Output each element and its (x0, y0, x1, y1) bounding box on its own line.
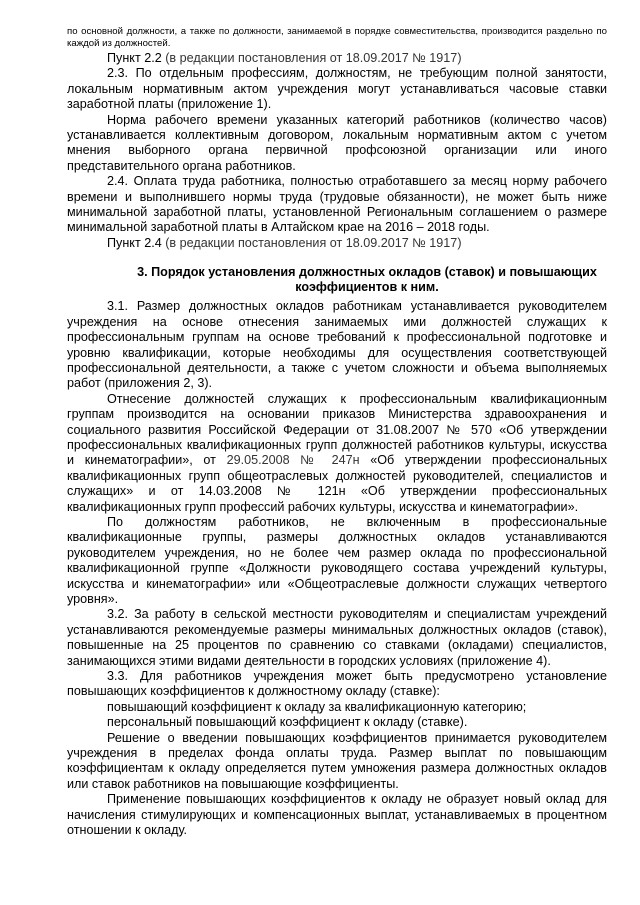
text-paragraph: 2.4. Оплата труда работника, полностью отработавшего за месяц норму рабочего времени и выполнившего нормы труда (трудовые обязанности), не может быть ниже минимальной заработной платы, установленной Региональным соглашением о размере минимальной заработной платы в Алтайском крае на 2016 – 2018 годы. (67, 174, 607, 235)
list-item: персональный повышающий коэффициент к окладу (ставке). (107, 715, 468, 730)
note-prefix: Пункт 2.2 (107, 51, 166, 65)
text-paragraph: Норма рабочего времени указанных категорий работников (количество часов) устанавливается коллективным договором, локальным нормативным актом с учетом мнения выборного органа первичной профсоюзной организации или иного представительного органа работников. (67, 112, 607, 173)
note-prefix: Пункт 2.4 (107, 235, 166, 250)
section-heading: 3. Порядок установления должностных окладов (ставок) и повышающих коэффициентов к ним. (137, 265, 597, 295)
order-link[interactable]: 29.05.2008 № 247н (226, 453, 360, 468)
text-paragraph: 2.3. По отдельным профессиям, должностям, не требующим полной занятости, локальным нормативным актом учреждения могут устанавливаться часовые ставки заработной платы (приложение 1). (67, 66, 607, 112)
text-paragraph: 3.2. За работу в сельской местности руководителям и специалистам учреждений устанавливаются рекомендуемые размеры минимальных должностных окладов (ставок), повышенные на 25 процентов по сравнению со ставками (окладами) специалистов, занимающихся этими видами деятельности в городских условиях (приложение 4). (67, 607, 607, 668)
text-span: «Об утверждении профессиональных квалификационных групп общеотраслевых должностей руководителей, специалистов и служащих» и от 14.03.2008 № 121н «Об утверждении профессиональных квалификационных групп профессий рабочих культуры, искусства и кинематографии». (67, 453, 607, 514)
text-paragraph: Решение о введении повышающих коэффициентов принимается руководителем учреждения в пределах фонда оплаты труда. Размер выплат по повышающим коэффициентам к окладу определяется путем умножения размера должностных окладов или ставок работников на повышающие коэффициенты. (67, 730, 607, 791)
text-span: Отнесение должностей служащих к профессиональным квалификационным группам производится на основании приказов Министерства здравоохранения и социального развития Российской Федерации от 31.08.2007 № 570 «Об утверждении профессиональных квалификационных групп должностей работников культуры, искусства и кинематографии», от (67, 391, 607, 468)
revision-link[interactable]: (в редакции постановления от 18.09.2017 № 1917) (165, 51, 462, 65)
document-page (67, 26, 607, 839)
text-paragraph: Применение повышающих коэффициентов к окладу не образует новый оклад для начисления стимулирующих и компенсационных выплат, устанавливаемых в процентном отношении к окладу. (67, 792, 607, 838)
text-paragraph: 3.1. Размер должностных окладов работникам устанавливается руководителем учреждения на основе отнесения занимаемых ими должностей служащих к профессиональным группам на основе требований к профессиональной подготовке и уровню квалификации, которые необходимы для осуществления соответствующей профессиональной деятельности, а также с учетом сложности и объема выполняемых работ (приложения 2, 3). (67, 299, 607, 391)
revision-link[interactable]: (в редакции постановления от 18.09.2017 № 1917) (165, 235, 462, 250)
list-item: повышающий коэффициент к окладу за квалификационную категорию; (107, 699, 527, 714)
text-paragraph (67, 392, 607, 515)
revision-note (67, 236, 607, 251)
text-paragraph: 3.3. Для работников учреждения может быть предусмотрено установление повышающих коэффициентов к должностному окладу (ставке): (67, 669, 607, 699)
text-paragraph: по основной должности, а также по должности, занимаемой в порядке совместительства, производится раздельно по каждой из должностей. (67, 26, 607, 49)
text-paragraph: По должностям работников, не включенным в профессиональные квалификационные группы, размеры должностных окладов устанавливаются руководителем учреждения, но не более чем размер оклада по профессиональной квалификационной группе «Должности руководящего состава учреждений культуры, искусства и кинематографии» или «Общеотраслевые должности служащих четвертого уровня». (67, 514, 607, 606)
revision-note (67, 51, 607, 66)
